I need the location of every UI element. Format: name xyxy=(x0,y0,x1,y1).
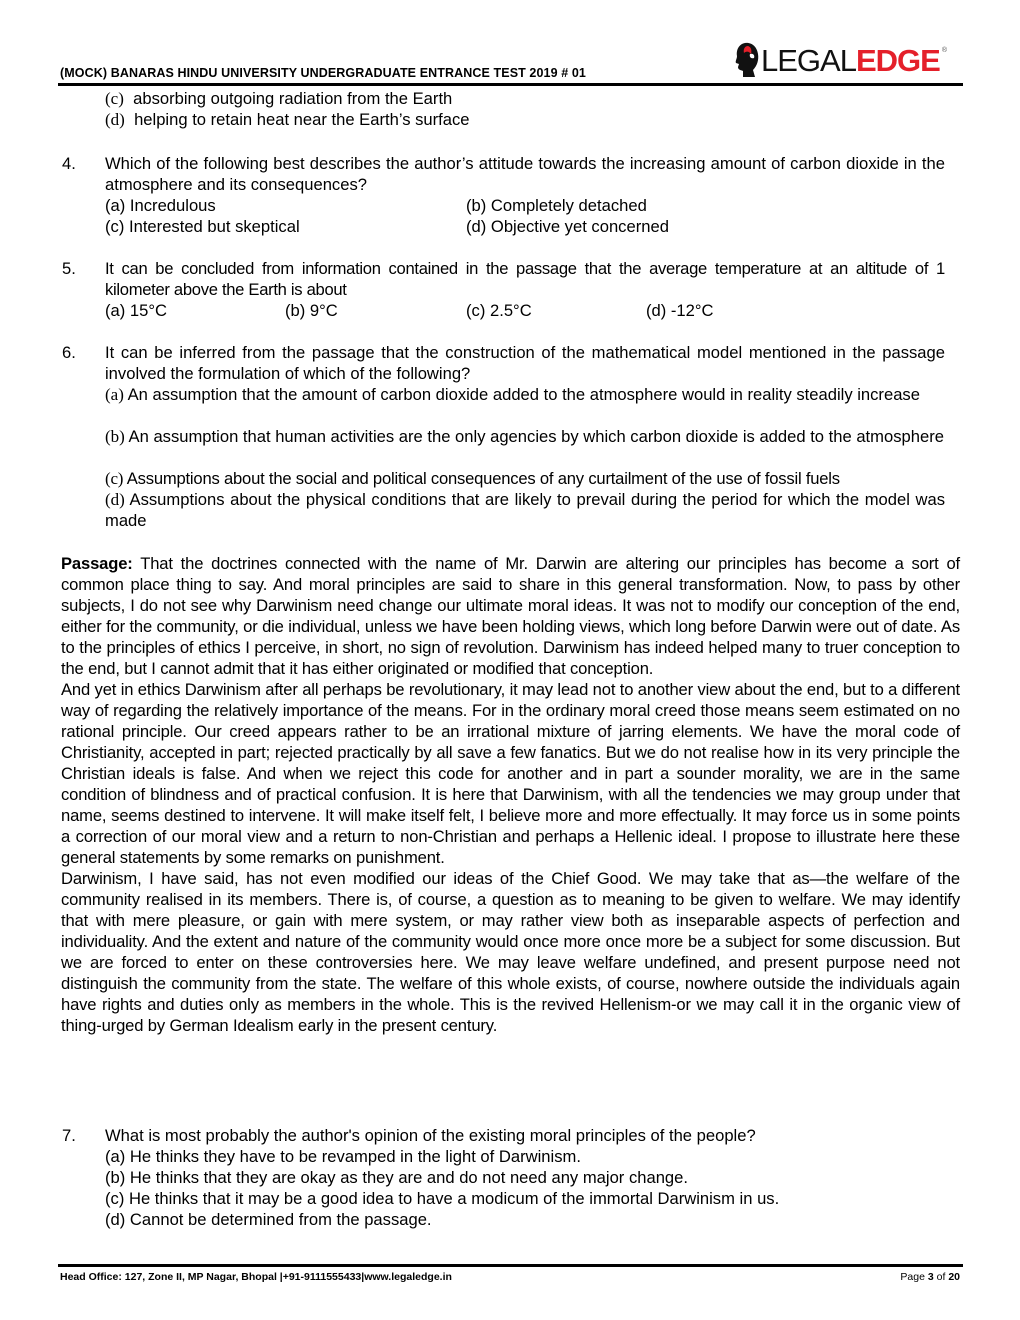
logo-text-edge: EDGE xyxy=(855,42,940,78)
passage-paragraph-2: And yet in ethics Darwinism after all perhaps be revolutionary, it may lead not to another view about the end, but to a different way of regarding the relatively importance of the means. For in the ordinary moral creed those means seem estimated on no rational principle. Our creed appears rather to be an irrational mixture of jarring elements. We have the moral code of Christianity, accepted in part; rejected practically by all save a few fanatics. But we do not realise how in its very principle the Christian ideals is false. And when we reject this code for another and in part a sounder morality, we are in the same condition of blindness and of practical confusion. It is here that Darwinism, with all the tendencies we may group under that name, seems destined to intervene. It will make itself felt, I believe more and more effectually. It may force us in some points a correction of our moral view and a return to non-Christian and perhaps a Hellenic ideal. I propose to illustrate here these general statements by some remarks on punishment. xyxy=(61,680,960,867)
q4-option-b: (b) Completely detached xyxy=(466,196,647,215)
q4-option-a: (a) Incredulous xyxy=(105,196,216,215)
q7-option-b: (b) He thinks that they are okay as they are and do not need any major change. xyxy=(105,1168,688,1187)
q7-option-d: (d) Cannot be determined from the passage. xyxy=(105,1210,432,1229)
q7-option-c: (c) He thinks that it may be a good idea to have a modicum of the immortal Darwinism in us. xyxy=(105,1189,780,1208)
header-divider xyxy=(58,83,963,86)
q4-number: 4. xyxy=(62,154,76,173)
q6-option-a: (a) An assumption that the amount of carbon dioxide added to the atmosphere would in reality steadily increase xyxy=(105,385,920,404)
q6-option-c: (c) Assumptions about the social and political consequences of any curtailment of the use of fossil fuels xyxy=(105,469,840,488)
passage-paragraph-1: Passage: That the doctrines connected with the name of Mr. Darwin are altering our principles has become a sort of common place thing to say. And moral principles are said to share in this general transformation. Now, to pass by other subjects, I do not see why Darwinism need change our ultimate moral ideas. It was not to modify our conception of the end, either for the community, or die individual, unless we have been holding views, which long before Darwin were out of date. As to the principles of ethics I perceive, in short, no sign of revolution. Darwinism has indeed helped many to truer conception to the end, but I cannot admit that it has either originated or modified that conception. xyxy=(61,554,960,678)
footer-divider xyxy=(58,1264,963,1267)
registered-mark: ® xyxy=(941,46,946,54)
page-number: Page 3 of 20 xyxy=(900,1271,960,1283)
footer-address: Head Office: 127, Zone II, MP Nagar, Bhopal |+91-9111555433|www.legaledge.in xyxy=(60,1271,452,1283)
logo-wordmark xyxy=(761,42,946,78)
q3-option-d: (d) helping to retain heat near the Earth’s surface xyxy=(105,110,470,129)
q5-option-d: (d) -12°C xyxy=(646,301,714,320)
q3-option-c: (c) absorbing outgoing radiation from the Earth xyxy=(105,89,453,108)
q4-option-d: (d) Objective yet concerned xyxy=(466,217,669,236)
q5-option-b: (b) 9°C xyxy=(285,301,338,320)
q5-number: 5. xyxy=(62,259,76,278)
q6-number: 6. xyxy=(62,343,76,362)
reading-passage xyxy=(61,553,960,1036)
q6-option-b: (b) An assumption that human activities are the only agencies by which carbon dioxide is added to the atmosphere xyxy=(105,427,944,446)
q6-option-d: (d) Assumptions about the physical conditions that are likely to prevail during the period for which the model was made xyxy=(105,490,945,530)
legaledge-logo xyxy=(735,40,946,80)
q5-option-c: (c) 2.5°C xyxy=(466,301,532,320)
q4-option-c: (c) Interested but skeptical xyxy=(105,217,300,236)
passage-paragraph-3: Darwinism, I have said, has not even modified our ideas of the Chief Good. We may take that as—the welfare of the community realised in its members. There is, of course, a question as to meaning to be given to welfare. We may identify that with mere pleasure, or gain with mere system, or may rather view both as inseparable aspects of perfection and individuality. And the extent and nature of the community would once more once more be a subject for some discussion. But we are forced to enter on these controversies here. We may leave welfare undefined, and present purpose need not distinguish the community from the state. The welfare of this whole exists, of course, nowhere outside the individuals again have rights and duties only as members in the whole. This is the revived Hellenism-or we may call it in the organic view of thing-urged by German Idealism early in the present century. xyxy=(61,869,960,1035)
logo-text-legal: LEGAL xyxy=(761,42,856,78)
q7-option-a: (a) He thinks they have to be revamped in the light of Darwinism. xyxy=(105,1147,581,1166)
exam-title: (MOCK) BANARAS HINDU UNIVERSITY UNDERGRADUATE ENTRANCE TEST 2019 # 01 xyxy=(60,66,586,80)
head-silhouette-icon xyxy=(735,42,761,78)
q7-question-text: What is most probably the author's opinion of the existing moral principles of the people? xyxy=(105,1126,756,1145)
q5-question-text: It can be concluded from information contained in the passage that the average temperature at an altitude of 1 kilometer above the Earth is about xyxy=(105,259,945,299)
passage-label: Passage: xyxy=(61,554,133,573)
q5-option-a: (a) 15°C xyxy=(105,301,167,320)
q4-question-text: Which of the following best describes the author’s attitude towards the increasing amount of carbon dioxide in the atmosphere and its consequences? xyxy=(105,154,945,194)
q6-question-text: It can be inferred from the passage that the construction of the mathematical model mentioned in the passage involved the formulation of which of the following? xyxy=(105,343,945,383)
q7-number: 7. xyxy=(62,1126,76,1145)
